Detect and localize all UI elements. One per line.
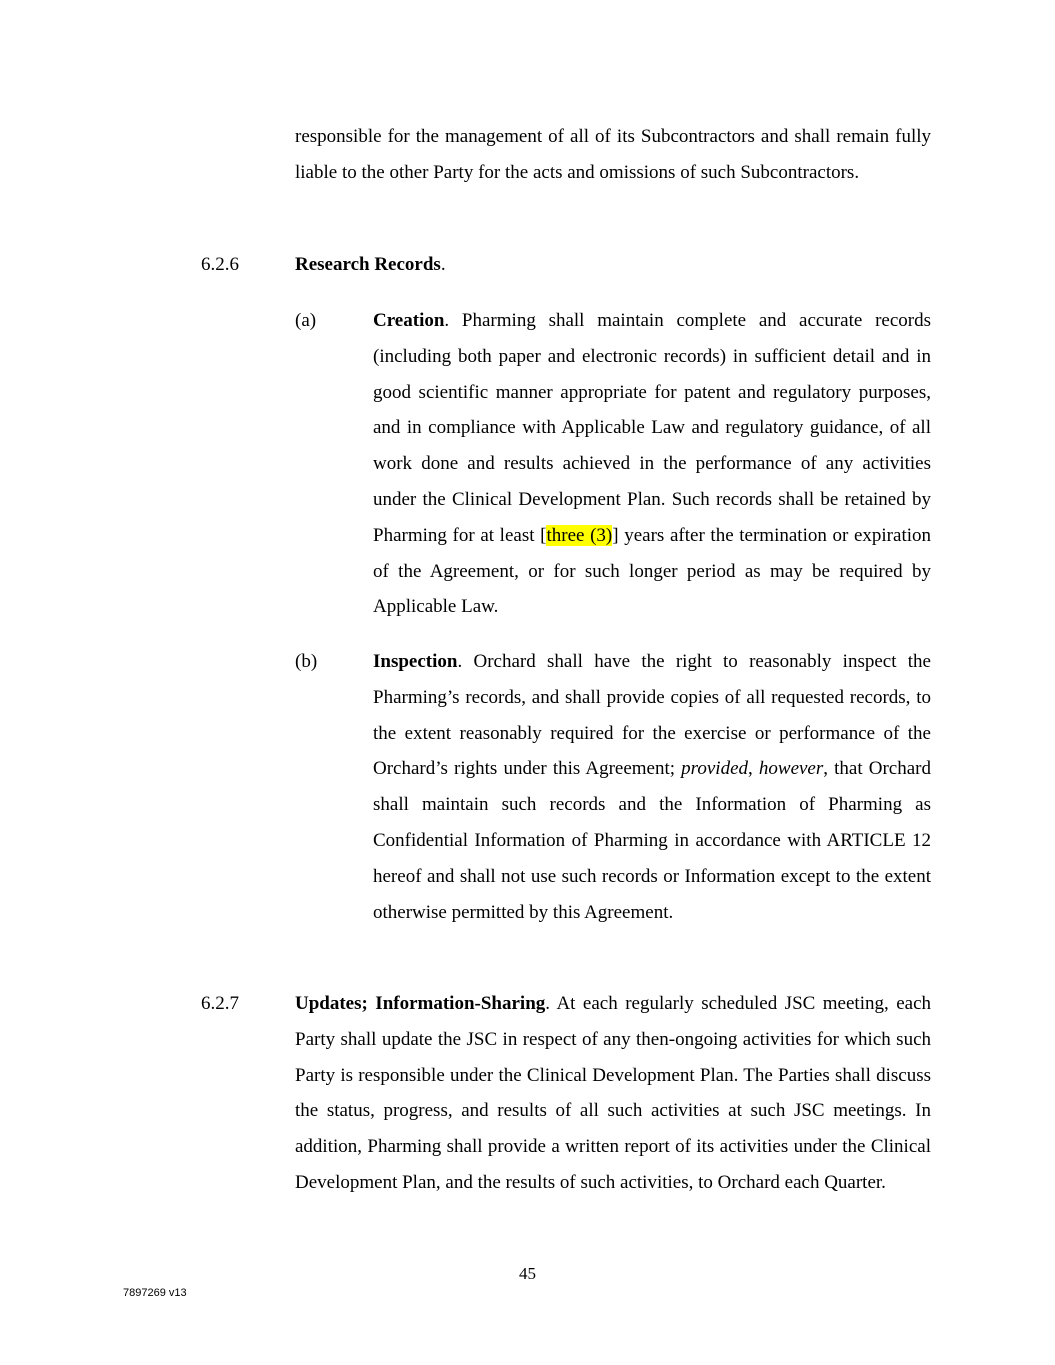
item-b-italic-however: however — [758, 758, 824, 780]
item-b-paragraph — [373, 644, 931, 930]
page-number: 45 — [519, 1264, 536, 1283]
section-626-number — [201, 247, 239, 283]
item-b-text-part1: . Orchard shall have the right to reasonably inspect the Pharming’s records, and shall provide copies of all requested records, to the extent reasonably required for the exercise or performance of the Orchard’s rights under this Agreement; — [373, 651, 931, 780]
item-b-italic-provided: provided — [681, 758, 749, 780]
continuation-text: responsible for the management of all of its Subcontractors and shall remain fully liable to the other Party for the acts and omissions of such Subcontractors. — [295, 126, 931, 183]
item-a-text-before: . Pharming shall maintain complete and accurate records (including both paper and electronic records) in sufficient detail and in good scientific manner appropriate for patent and regulatory purposes, and in compliance with Applicable Law and regulatory guidance, of all work done and results achieved in the performance of any activities under the Clinical Development Plan. Such records shall be retained by Pharming for at least [ — [373, 310, 931, 546]
item-a-paragraph — [373, 303, 931, 625]
section-626-number-text: 6.2.6 — [201, 254, 239, 275]
section-626-heading: Research Records — [295, 254, 441, 275]
section-627-number-text: 6.2.7 — [201, 993, 239, 1014]
highlighted-term: three (3) — [546, 524, 613, 546]
continuation-paragraph — [295, 119, 931, 191]
item-a-label-text: (a) — [295, 310, 317, 331]
item-b-comma: , — [748, 758, 759, 780]
section-627-number — [201, 986, 239, 1022]
section-627-heading: Updates; Information-Sharing — [295, 993, 546, 1014]
item-b-label — [295, 644, 317, 680]
section-627-text: . At each regularly scheduled JSC meeting, each Party shall update the JSC in respect of any then-ongoing activities for which such Party is responsible under the Clinical Development Plan. The Parties shall discuss the status, progress, and results of all such activities at such JSC meetings. In addition, Pharming shall provide a written report of its activities under the Clinical Development Plan, and the results of such activities, to Orchard each Quarter. — [295, 993, 931, 1193]
section-627-paragraph — [295, 986, 931, 1201]
section-626-heading-period: . — [440, 254, 446, 275]
item-b-label-text: (b) — [295, 651, 318, 672]
item-a-text-after: ] years after the termination or expiration of the Agreement, or for such longer period as may be required by Applicable Law. — [373, 524, 931, 618]
section-626-heading-line — [295, 247, 931, 283]
item-b-heading: Inspection — [373, 651, 458, 672]
document-id: 7897269 v13 — [123, 1287, 187, 1299]
item-a-label — [295, 303, 316, 339]
item-a-heading: Creation — [373, 310, 445, 331]
item-b-text-part2: , that Orchard shall maintain such records and the Information of Pharming as Confidential Information of Pharming in accordance with ARTICLE 12 hereof and shall not use such records or Information except to the extent otherwise permitted by this Agreement. — [373, 758, 931, 923]
